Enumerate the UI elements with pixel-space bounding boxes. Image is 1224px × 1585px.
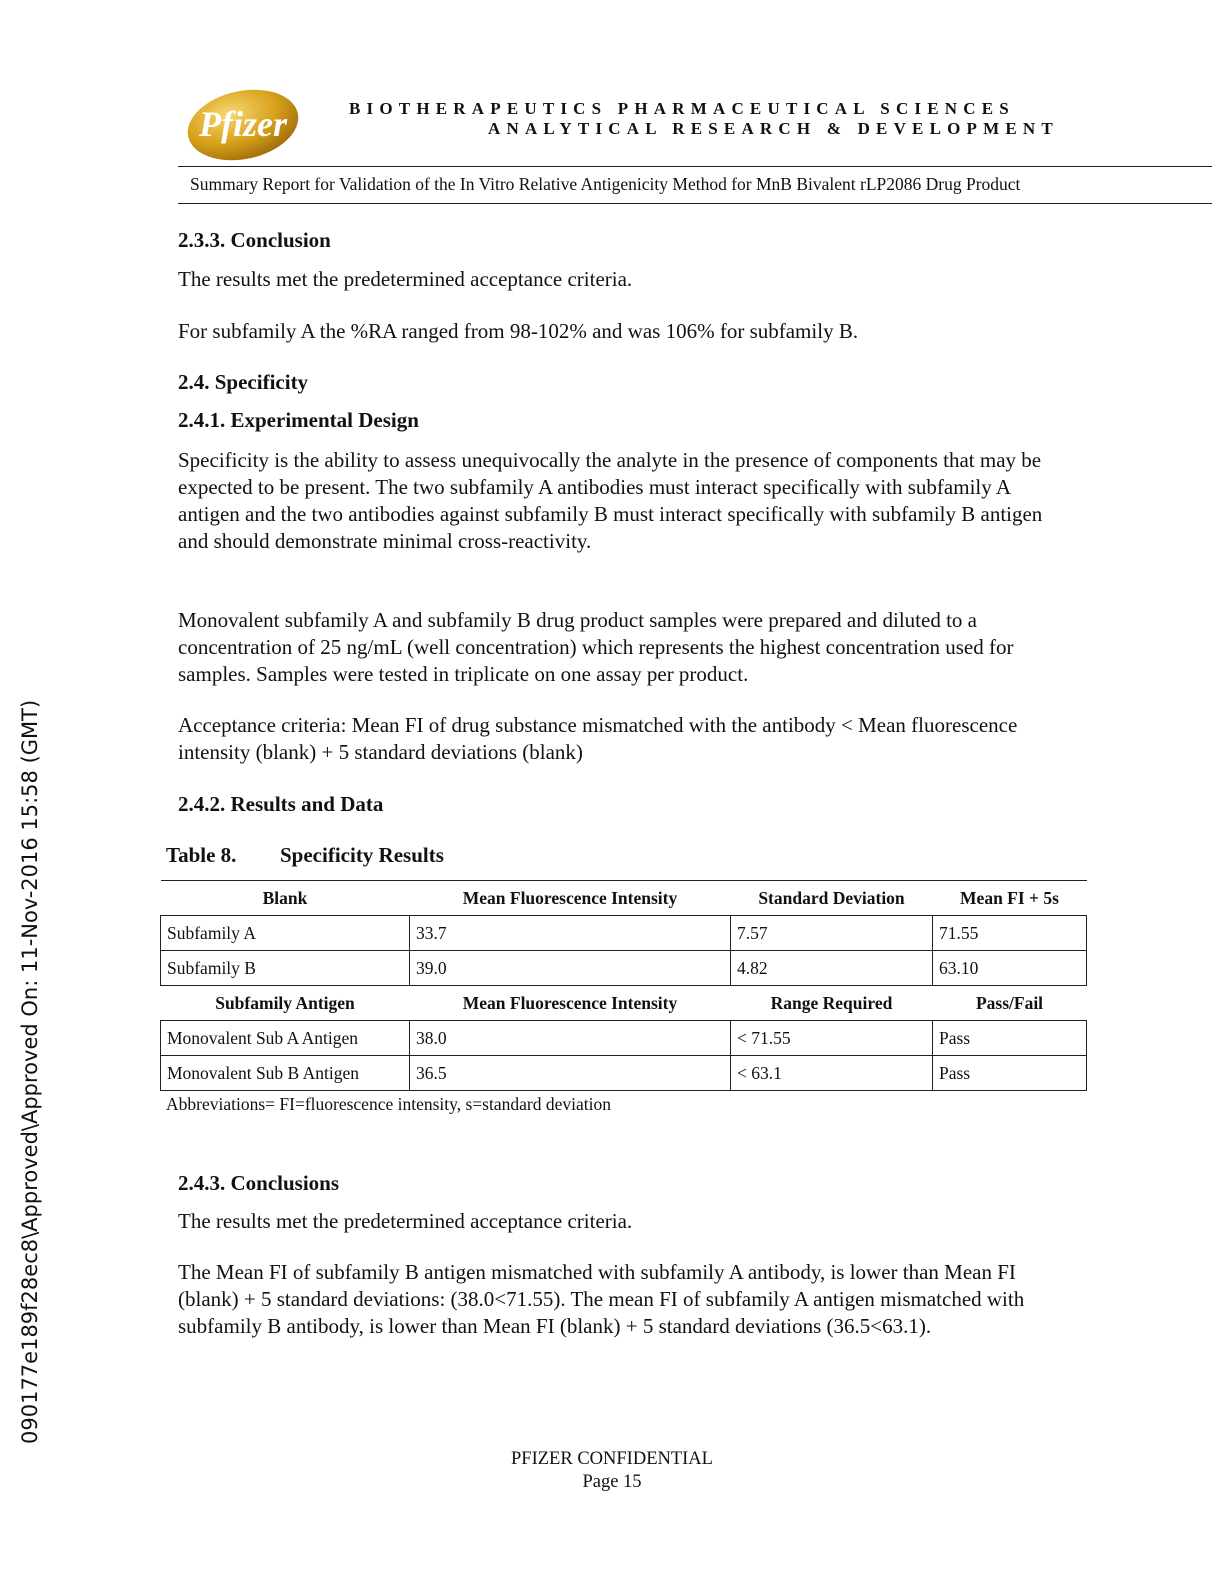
table-label: Table 8. bbox=[166, 843, 237, 867]
col-header: Mean Fluorescence Intensity bbox=[410, 881, 731, 916]
header-rule-top bbox=[178, 166, 1212, 167]
table-cell: 4.82 bbox=[731, 951, 933, 986]
table-cell: Subfamily B bbox=[161, 951, 410, 986]
section-2-3-3-para1: The results met the predetermined acceptance criteria. bbox=[178, 267, 633, 291]
pfizer-logo bbox=[185, 88, 303, 162]
table-cell: 36.5 bbox=[410, 1056, 731, 1091]
table-header-row-blank bbox=[161, 881, 1087, 916]
table-cell: Pass bbox=[933, 1056, 1087, 1091]
col-header: Mean Fluorescence Intensity bbox=[462, 992, 678, 1013]
footer-page-number: Page 15 bbox=[582, 1472, 642, 1492]
col-header: Standard Deviation bbox=[731, 881, 933, 916]
table-cell: 38.0 bbox=[410, 1021, 731, 1056]
approval-stamp: 090177e189f28ec8\Approved\Approved On: 11-Nov-2016 15:58 (GMT) bbox=[18, 699, 42, 1444]
header-division-line1: BIOTHERAPEUTICS PHARMACEUTICAL SCIENCES bbox=[349, 99, 1015, 118]
table-title: Specificity Results bbox=[280, 843, 444, 867]
section-2-4-1-para2: Monovalent subfamily A and subfamily B drug product samples were prepared and diluted to a concentration of 25 ng/mL (well concentration) which represents the highest concentration used for samples. Samples were tested in triplicate on one assay per product. bbox=[178, 608, 1014, 686]
col-header: Blank bbox=[161, 881, 410, 916]
table-row bbox=[161, 1056, 1087, 1091]
section-2-4-1-heading: 2.4.1. Experimental Design bbox=[178, 408, 419, 432]
section-2-4-1-para1: Specificity is the ability to assess unequivocally the analyte in the presence of components that may be expected to be present. The two subfamily A antibodies must interact specifically with subfamily A antigen and the two antibodies against subfamily B must interact specifically with subfamily B antigen and should demonstrate minimal cross-reactivity. bbox=[178, 448, 1043, 553]
col-header: Pass/Fail bbox=[975, 992, 1044, 1013]
table-cell: < 63.1 bbox=[731, 1056, 933, 1091]
col-header: Range Required bbox=[770, 992, 893, 1013]
table-cell: 39.0 bbox=[410, 951, 731, 986]
section-2-3-3-heading: 2.3.3. Conclusion bbox=[178, 228, 331, 252]
table-cell: < 71.55 bbox=[731, 1021, 933, 1056]
col-header: Mean FI + 5s bbox=[933, 881, 1087, 916]
section-2-4-3-heading: 2.4.3. Conclusions bbox=[178, 1171, 340, 1195]
table-cell: Monovalent Sub A Antigen bbox=[161, 1021, 410, 1056]
table-cell: Monovalent Sub B Antigen bbox=[161, 1056, 410, 1091]
header-rule-bottom bbox=[178, 203, 1212, 204]
table-cell: 7.57 bbox=[731, 916, 933, 951]
section-2-4-3-para1: The results met the predetermined acceptance criteria. bbox=[178, 1209, 633, 1233]
section-2-4-1-acceptance: Acceptance criteria: Mean FI of drug substance mismatched with the antibody < Mean fluorescence intensity (blank) + 5 standard deviations (blank) bbox=[178, 713, 1018, 764]
table-abbreviations: Abbreviations= FI=fluorescence intensity, s=standard deviation bbox=[166, 1094, 611, 1114]
col-header: Subfamily Antigen bbox=[215, 992, 355, 1013]
section-2-4-3-para2: The Mean FI of subfamily B antigen mismatched with subfamily A antibody, is lower than Mean FI (blank) + 5 standard deviations: (38.0<71.55). The mean FI of subfamily A antigen mismatched with subfamily B antibody, is lower than Mean FI (blank) + 5 standard deviations (36.5<63.1). bbox=[178, 1260, 1025, 1338]
table-cell: 33.7 bbox=[410, 916, 731, 951]
table-row bbox=[161, 1021, 1087, 1056]
table-cell: Pass bbox=[933, 1021, 1087, 1056]
table-cell: 71.55 bbox=[933, 916, 1087, 951]
specificity-results-table bbox=[160, 880, 1087, 1091]
report-subtitle: Summary Report for Validation of the In Vitro Relative Antigenicity Method for MnB Bivalent rLP2086 Drug Product bbox=[190, 174, 1021, 194]
section-2-4-2-heading: 2.4.2. Results and Data bbox=[178, 792, 384, 816]
section-2-3-3-para2: For subfamily A the %RA ranged from 98-102% and was 106% for subfamily B. bbox=[178, 319, 859, 343]
footer-confidential: PFIZER CONFIDENTIAL bbox=[511, 1449, 713, 1469]
table-row bbox=[161, 916, 1087, 951]
table-cell: 63.10 bbox=[933, 951, 1087, 986]
logo-text: Pfizer bbox=[199, 104, 287, 144]
table-header-row-antigen bbox=[161, 986, 1087, 1021]
table-cell: Subfamily A bbox=[161, 916, 410, 951]
table-row bbox=[161, 951, 1087, 986]
header-division-line2: ANALYTICAL RESEARCH & DEVELOPMENT bbox=[488, 119, 1059, 138]
section-2-4-heading: 2.4. Specificity bbox=[178, 370, 309, 394]
